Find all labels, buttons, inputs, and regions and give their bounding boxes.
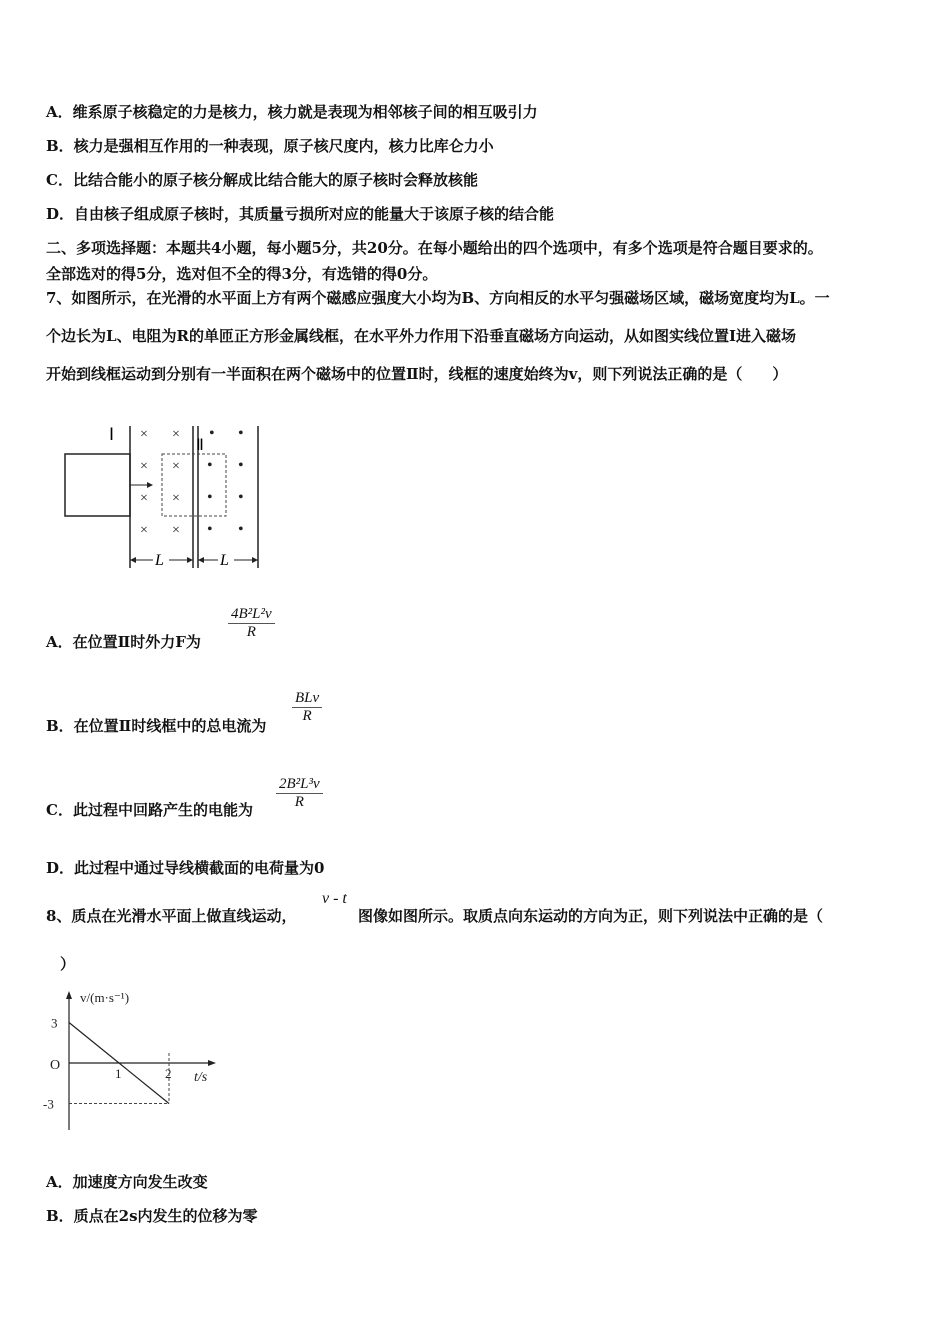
q7-option-c: C．此过程中回路产生的电能为 (46, 801, 253, 819)
cross-mark: × (172, 491, 180, 506)
x-axis-label: t/s (194, 1070, 208, 1085)
q7-magnetic-field-figure (55, 418, 285, 578)
q8-option-a: A．加速度方向发生改变 (46, 1173, 208, 1191)
dot-mark: • (238, 425, 244, 442)
fraction-denominator: R (302, 708, 312, 724)
dot-mark: • (207, 457, 213, 474)
velocity-arrow-head (147, 482, 153, 488)
q7-stem-line3: 开始到线框运动到分别有一半面积在两个磁场中的位置Ⅱ时，线框的速度始终为v，则下列说法正确的是（ ） (46, 365, 788, 383)
x-axis-arrowhead (208, 1060, 216, 1066)
q7-stem-line2: 个边长为L、电阻为R的单匝正方形金属线框，在水平外力作用下沿垂直磁场方向运动，从如图实线位置Ⅰ进入磁场 (46, 327, 797, 345)
dim-arrowhead (252, 557, 258, 563)
q6-option-d: D．自由核子组成原子核时，其质量亏损所对应的能量大于该原子核的结合能 (46, 205, 555, 223)
q6-option-b: B．核力是强相互作用的一种表现，原子核尺度内，核力比库仑力小 (46, 137, 494, 155)
dot-mark: • (207, 489, 213, 506)
frame-position-1 (65, 454, 130, 516)
fraction-numerator: 2B²L³v (276, 776, 323, 794)
cross-mark: × (172, 523, 180, 538)
width-label-1: L (155, 552, 164, 569)
q7-option-a: A．在位置Ⅱ时外力F为 (46, 633, 201, 651)
fraction-numerator: BLv (292, 690, 322, 708)
dot-mark: • (238, 457, 244, 474)
dim-arrowhead (187, 557, 193, 563)
y-axis-arrowhead (66, 991, 72, 999)
width-label-2: L (220, 552, 229, 569)
y-axis-label: v/(m·s⁻¹) (80, 990, 130, 1005)
q8-vt-label: v - t (322, 890, 347, 907)
fraction-denominator: R (294, 794, 304, 810)
dot-mark: • (238, 489, 244, 506)
q7-option-d: D．此过程中通过导线横截面的电荷量为0 (46, 859, 325, 877)
q8-stem-line2: ） (60, 955, 76, 973)
y-tick-label: -3 (43, 1096, 54, 1112)
q6-option-c: C．比结合能小的原子核分解成比结合能大的原子核时会释放核能 (46, 171, 478, 189)
q7-option-b: B．在位置Ⅱ时线框中的总电流为 (46, 717, 267, 735)
q7-stem-line1: 7、如图所示，在光滑的水平面上方有两个磁感应强度大小均为B、方向相反的水平匀强磁场区域，磁场宽度均为L。一 (46, 289, 830, 307)
q8-stem-part2: 图像如图所示。取质点向东运动的方向为正，则下列说法中正确的是（ (358, 907, 824, 925)
q8-stem-part1: 8、质点在光滑水平面上做直线运动， (46, 907, 297, 925)
q7-option-a-fraction (228, 606, 275, 641)
q8-vt-chart (40, 985, 230, 1135)
origin-label: O (50, 1058, 61, 1073)
cross-mark: × (140, 491, 148, 506)
x-tick-label: 2 (165, 1066, 172, 1081)
dim-arrowhead (130, 557, 136, 563)
cross-mark: × (140, 427, 148, 442)
fraction-denominator: R (246, 624, 256, 640)
dot-mark: • (207, 521, 213, 538)
label-position-1: Ⅰ (109, 425, 115, 444)
q6-option-a: A．维系原子核稳定的力是核力，核力就是表现为相邻核子间的相互吸引力 (46, 103, 538, 121)
label-position-2: Ⅱ (196, 437, 204, 454)
fraction-numerator: 4B²L²v (228, 606, 275, 624)
cross-mark: × (172, 427, 180, 442)
cross-mark: × (172, 459, 180, 474)
section2-heading-line1: 二、多项选择题：本题共4小题，每小题5分，共20分。在每小题给出的四个选项中，有多个选项是符合题目要求的。 (46, 239, 823, 257)
y-tick-label: 3 (51, 1015, 58, 1031)
q7-option-b-fraction (292, 690, 322, 725)
dot-mark: • (238, 521, 244, 538)
q7-option-c-fraction (276, 776, 323, 811)
dim-arrowhead (198, 557, 204, 563)
section2-heading-line2: 全部选对的得5分，选对但不全的得3分，有选错的得0分。 (46, 265, 438, 283)
q8-option-b: B．质点在2s内发生的位移为零 (46, 1207, 258, 1225)
cross-mark: × (140, 523, 148, 538)
x-tick-label: 1 (115, 1066, 122, 1081)
dot-mark: • (209, 425, 215, 442)
cross-mark: × (140, 459, 148, 474)
